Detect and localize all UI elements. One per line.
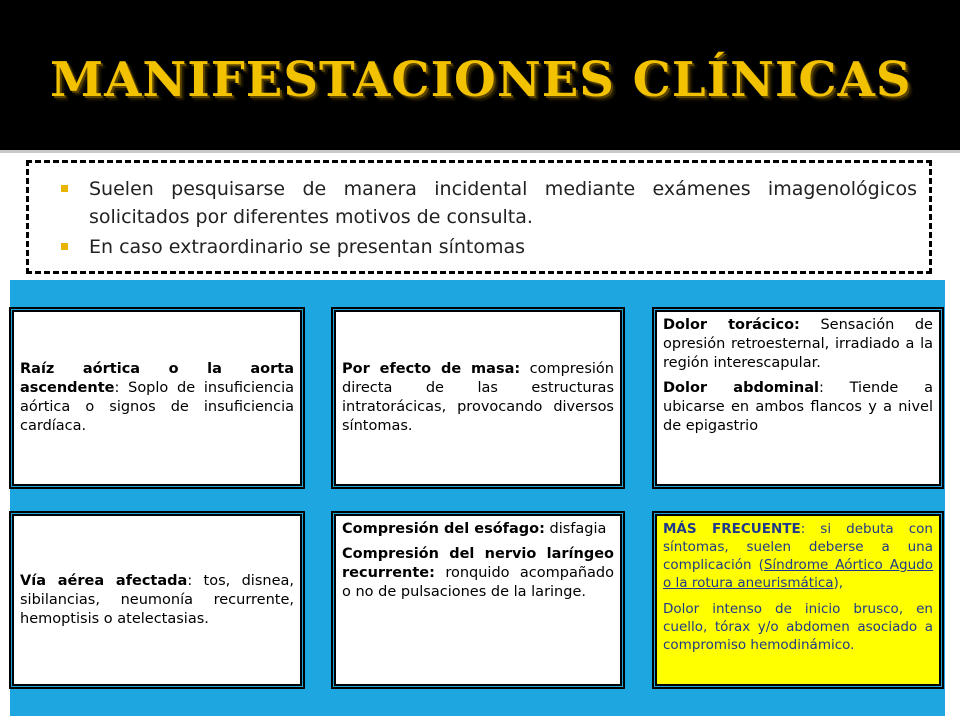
card-paragraph bbox=[342, 545, 614, 602]
card-compression bbox=[334, 514, 622, 686]
card-text: : Soplo de insuficiencia aórtica o signos de insuficiencia cardíaca. bbox=[20, 380, 294, 434]
bullet-list bbox=[29, 163, 929, 261]
card-text: Dolor intenso de inicio brusco, en cuello, tórax y/o abdomen asociado a compromiso hemodinámico. bbox=[663, 601, 933, 653]
card-paragraph bbox=[663, 600, 933, 654]
card-text: : tos, disnea, sibilancias, neumonía recurrente, hemoptisis o atelectasias. bbox=[20, 572, 294, 627]
card-underlined-text: Síndrome Aórtico Agudo o la rotura aneurismática bbox=[663, 557, 933, 591]
bullet-text: En caso extraordinario se presentan síntomas bbox=[89, 236, 526, 258]
square-bullet-icon bbox=[61, 243, 68, 250]
bullet-item bbox=[29, 175, 917, 231]
card-paragraph bbox=[342, 360, 614, 436]
card-text: disfagia bbox=[544, 521, 607, 537]
card-text: compresión directa de las estructuras intratorácicas, provocando diversos síntomas. bbox=[342, 361, 614, 434]
card-paragraph bbox=[20, 360, 294, 436]
slide-title: MANIFESTACIONES CLÍNICAS bbox=[50, 52, 912, 108]
title-bar bbox=[0, 0, 960, 150]
card-most-frequent bbox=[655, 514, 941, 686]
card-heading: Compresión del esófago: bbox=[342, 521, 545, 537]
card-text: ronquido acompañado o no de pulsaciones de la laringe. bbox=[342, 565, 614, 600]
card-heading: Dolor abdominal bbox=[663, 380, 819, 396]
card-heading: Por efecto de masa: bbox=[342, 361, 521, 377]
card-heading: Compresión del nervio laríngeo recurrente: bbox=[342, 546, 614, 581]
card-text: : Tiende a ubicarse en ambos flancos y a nivel de epigastrio bbox=[663, 380, 933, 434]
card-pain bbox=[655, 310, 941, 486]
card-text: : si debuta con síntomas, suelen deberse a una complicación ( bbox=[663, 521, 933, 573]
card-paragraph bbox=[342, 520, 614, 539]
card-heading: MÁS FRECUENTE bbox=[663, 521, 801, 537]
card-paragraph bbox=[663, 316, 933, 373]
bullet-text: Suelen pesquisarse de manera incidental mediante exámenes imagenológicos solicitados por diferentes motivos de consulta. bbox=[89, 178, 917, 228]
intro-box bbox=[26, 160, 932, 274]
card-aortic-root bbox=[12, 310, 302, 486]
card-airway bbox=[12, 514, 302, 686]
card-heading: Vía aérea afectada bbox=[20, 572, 188, 589]
card-heading: Raíz aórtica o la aorta ascendente bbox=[20, 361, 294, 396]
card-paragraph bbox=[663, 379, 933, 436]
card-heading: Dolor torácico: bbox=[663, 317, 800, 333]
card-paragraph bbox=[20, 572, 294, 629]
card-paragraph bbox=[663, 520, 933, 592]
card-mass-effect bbox=[334, 310, 622, 486]
square-bullet-icon bbox=[61, 185, 68, 192]
card-text: Sensación de opresión retroesternal, irradiado a la región interescapular. bbox=[663, 317, 933, 371]
bullet-item bbox=[29, 233, 917, 261]
card-text: ), bbox=[833, 575, 844, 591]
